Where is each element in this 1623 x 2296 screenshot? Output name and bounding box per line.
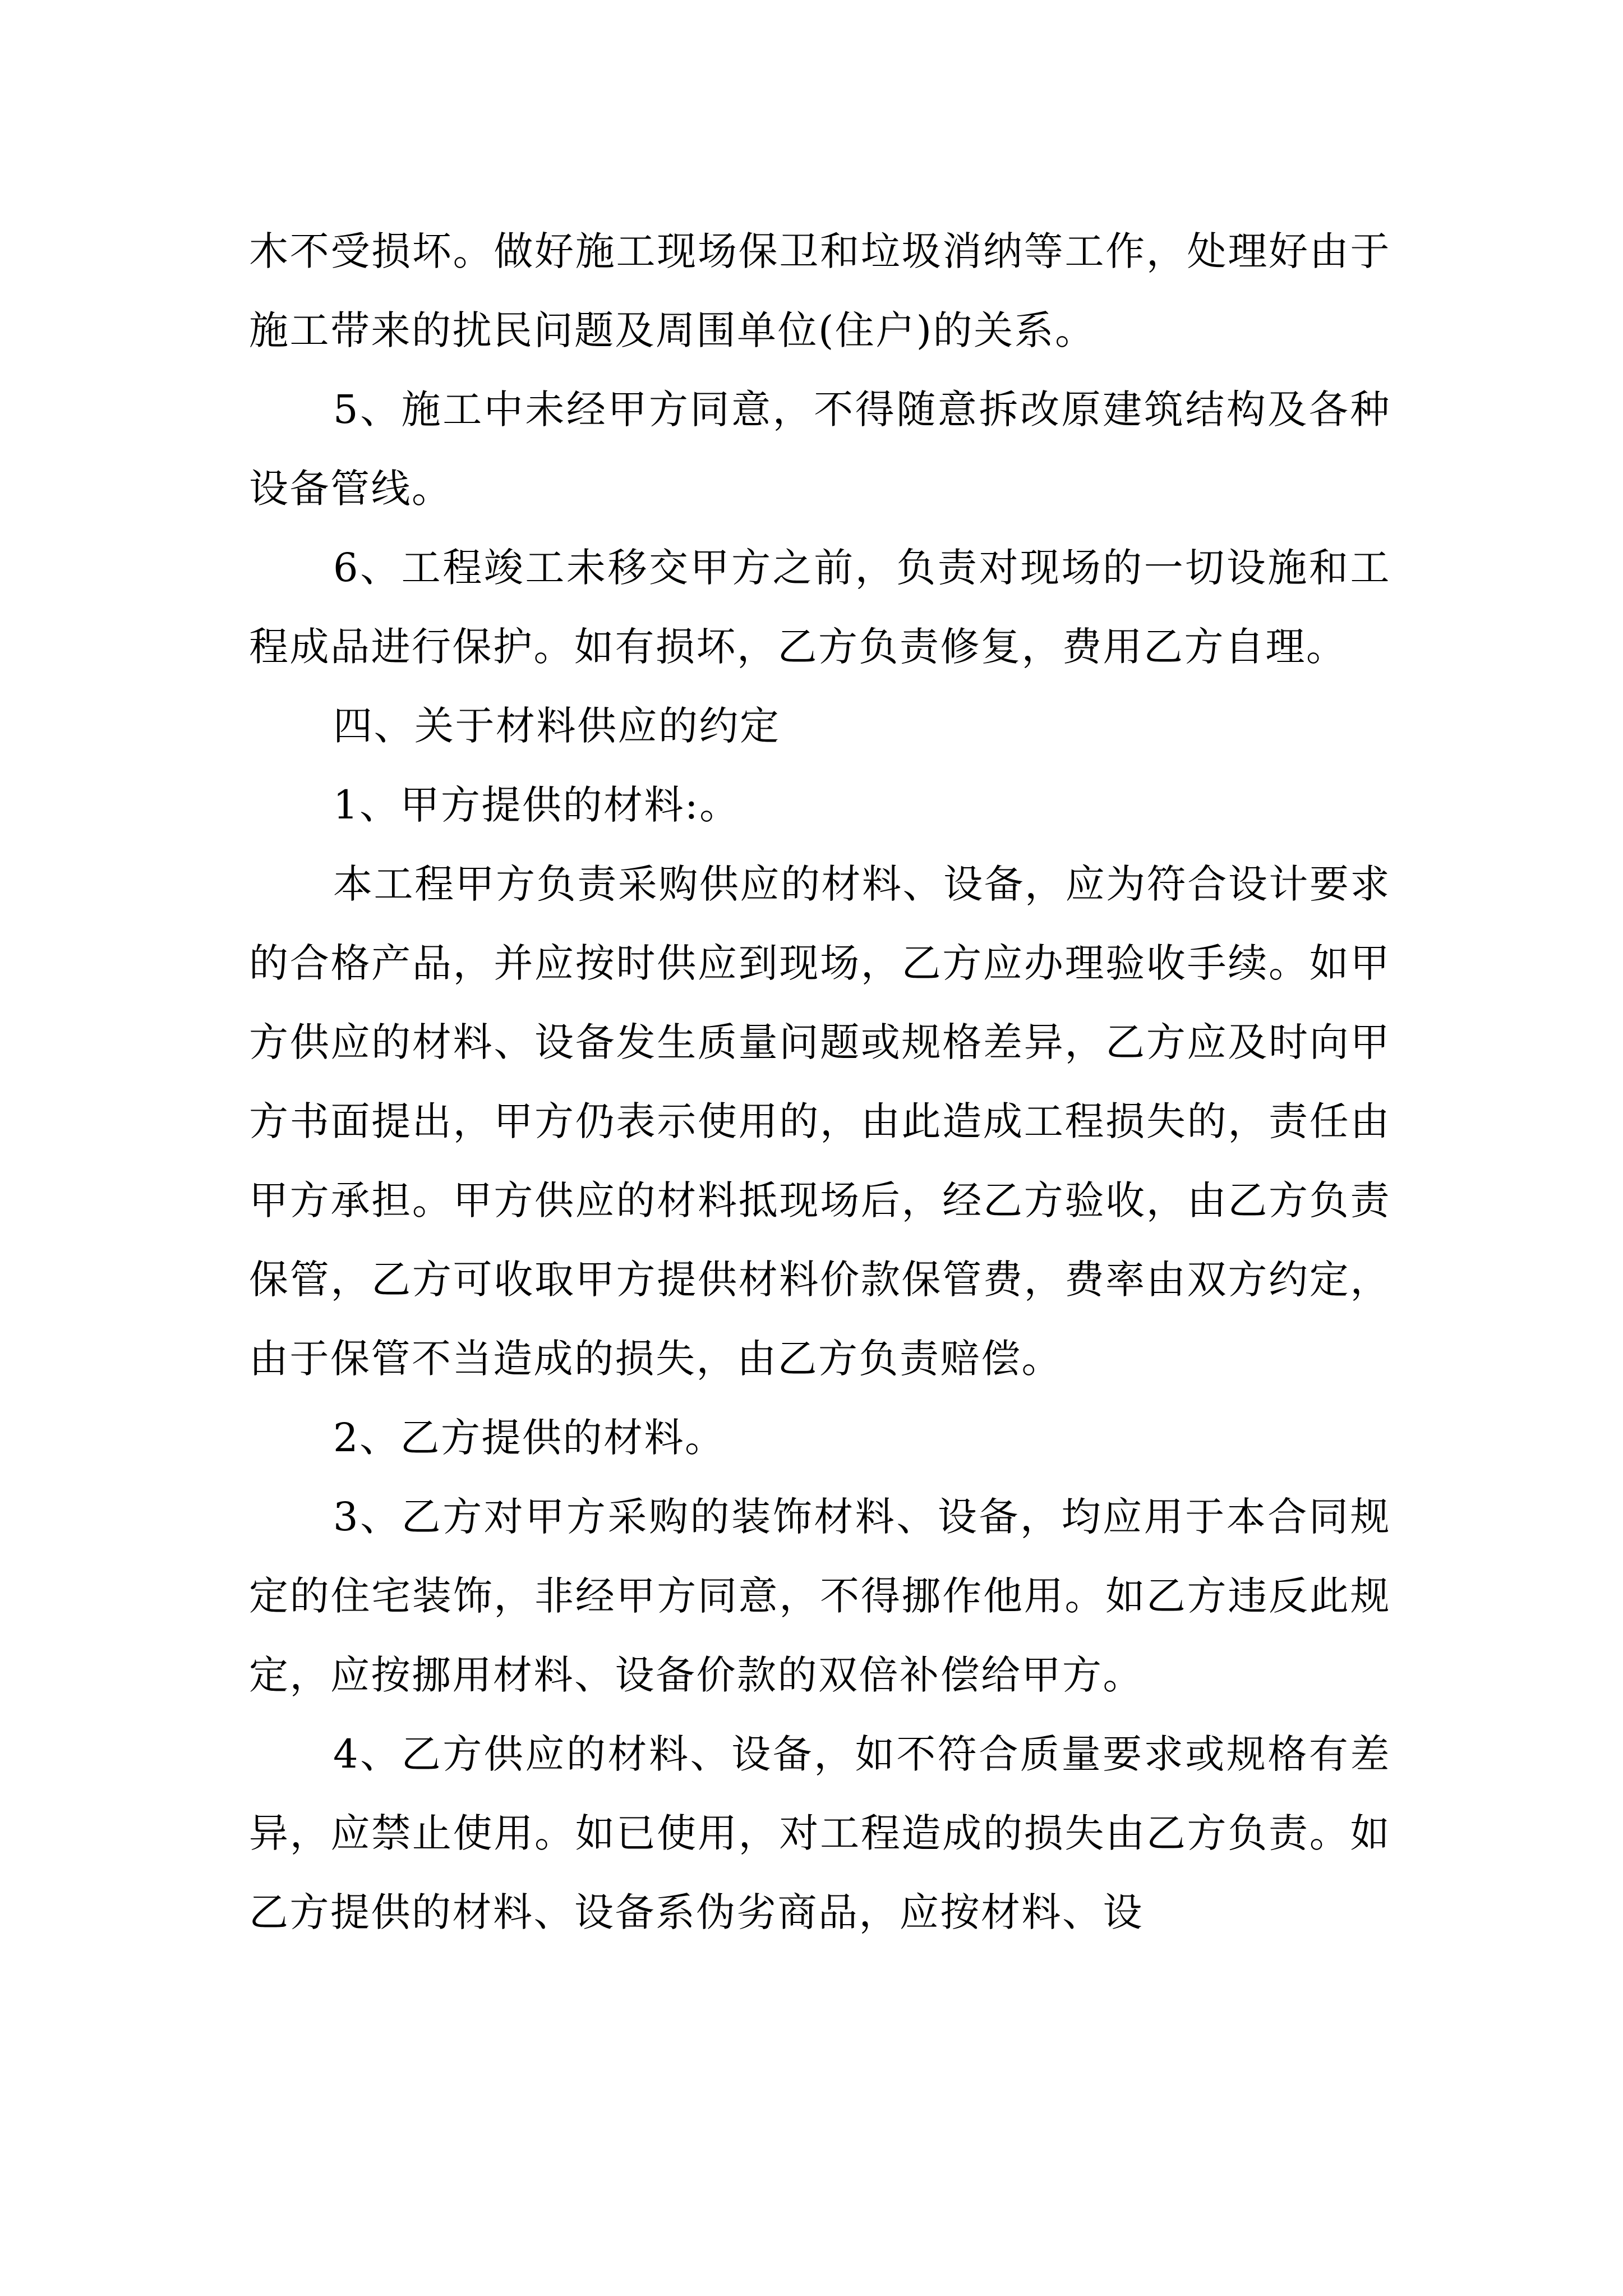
section-heading-materials: 四、关于材料供应的约定	[333, 703, 781, 749]
paragraph-clause-5: 5、施工中未经甲方同意，不得随意拆改原建筑结构及各种设备管线。	[249, 386, 1391, 512]
paragraph-item-1: 1、甲方提供的材料:。	[333, 782, 740, 828]
paragraph-item-3: 3、乙方对甲方采购的装饰材料、设备，均应用于本合同规定的住宅装饰，非经甲方同意，不得挪作他用。如乙方违反此规定，应按挪用材料、设备价款的双倍补偿给甲方。	[249, 1494, 1391, 1698]
paragraph-item-2: 2、乙方提供的材料。	[333, 1415, 726, 1461]
paragraph-buyer-materials: 本工程甲方负责采购供应的材料、设备，应为符合设计要求的合格产品，并应按时供应到现场，乙方应办理验收手续。如甲方供应的材料、设备发生质量问题或规格差异，乙方应及时向甲方书面提出，甲方仍表示使用的，由此造成工程损失的，责任由甲方承担。甲方供应的材料抵现场后，经乙方验收，由乙方负责保管，乙方可收取甲方提供材料价款保管费，费率由双方约定，由于保管不当造成的损失，由乙方负责赔偿。	[249, 861, 1391, 1382]
paragraph-clause-6: 6、工程竣工未移交甲方之前，负责对现场的一切设施和工程成品进行保护。如有损坏，乙方负责修复，费用乙方自理。	[249, 545, 1391, 670]
document-body	[249, 212, 1391, 1952]
paragraph-continuation: 木不受损坏。做好施工现场保卫和垃圾消纳等工作，处理好由于施工带来的扰民问题及周围单位(住户)的关系。	[249, 228, 1391, 353]
paragraph-item-4: 4、乙方供应的材料、设备，如不符合质量要求或规格有差异，应禁止使用。如已使用，对工程造成的损失由乙方负责。如乙方提供的材料、设备系伪劣商品，应按材料、设	[249, 1731, 1391, 1935]
